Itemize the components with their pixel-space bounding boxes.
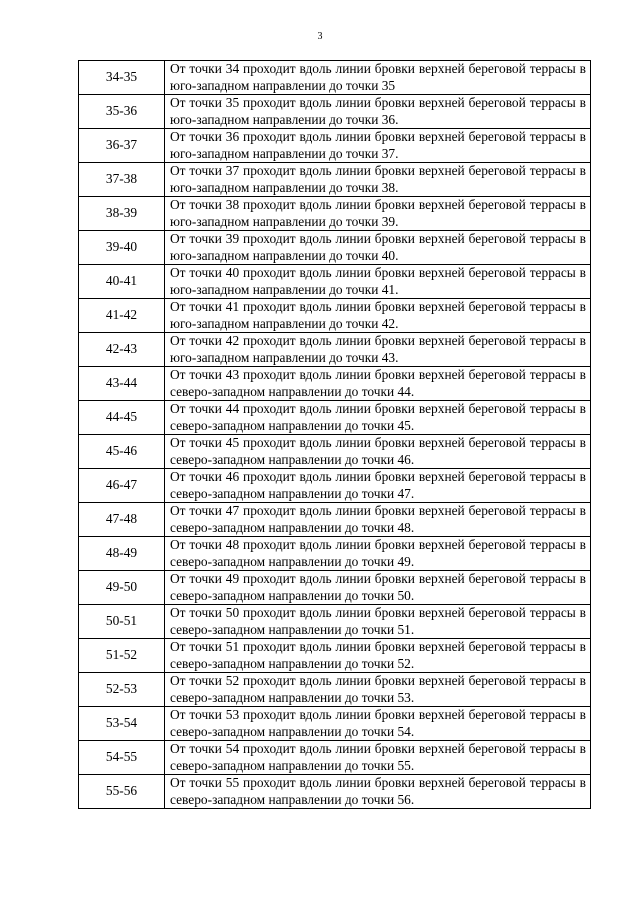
description-cell: [165, 469, 591, 503]
segment-cell: 38-39: [79, 197, 165, 231]
description-text: От точки 54 проходит вдоль линии бровки верхней береговой террасы в северо-западном направлении до точки 55.: [170, 741, 586, 773]
description-text: От точки 49 проходит вдоль линии бровки верхней береговой террасы в северо-западном направлении до точки 50.: [170, 571, 586, 603]
description-cell: [165, 673, 591, 707]
page-number: 3: [317, 31, 323, 42]
table-row: [79, 503, 591, 537]
table-body: [79, 61, 591, 809]
description-text: От точки 48 проходит вдоль линии бровки верхней береговой террасы в северо-западном направлении до точки 49.: [170, 537, 586, 569]
description-cell: [165, 265, 591, 299]
segment-cell: 35-36: [79, 95, 165, 129]
table-row: [79, 639, 591, 673]
segment-cell: 45-46: [79, 435, 165, 469]
segment-cell: 40-41: [79, 265, 165, 299]
segment-cell: 49-50: [79, 571, 165, 605]
description-text: От точки 55 проходит вдоль линии бровки верхней береговой террасы в северо-западном направлении до точки 56.: [170, 775, 586, 807]
table-row: [79, 367, 591, 401]
table-row: [79, 265, 591, 299]
table-row: [79, 61, 591, 95]
table-row: [79, 197, 591, 231]
description-text: От точки 51 проходит вдоль линии бровки верхней береговой террасы в северо-западном направлении до точки 52.: [170, 639, 586, 671]
description-text: От точки 44 проходит вдоль линии бровки верхней береговой террасы в северо-западном направлении до точки 45.: [170, 401, 586, 433]
description-text: От точки 46 проходит вдоль линии бровки верхней береговой террасы в северо-западном направлении до точки 47.: [170, 469, 586, 501]
table-row: [79, 401, 591, 435]
segment-cell: 51-52: [79, 639, 165, 673]
description-text: От точки 40 проходит вдоль линии бровки верхней береговой террасы в юго-западном направлении до точки 41.: [170, 265, 586, 297]
description-text: От точки 41 проходит вдоль линии бровки верхней береговой террасы в юго-западном направлении до точки 42.: [170, 299, 586, 331]
description-cell: [165, 333, 591, 367]
description-cell: [165, 367, 591, 401]
description-cell: [165, 537, 591, 571]
segment-cell: 50-51: [79, 605, 165, 639]
description-text: От точки 37 проходит вдоль линии бровки верхней береговой террасы в юго-западном направлении до точки 38.: [170, 163, 586, 195]
segment-cell: 41-42: [79, 299, 165, 333]
description-cell: [165, 605, 591, 639]
description-cell: [165, 61, 591, 95]
description-cell: [165, 299, 591, 333]
table-row: [79, 231, 591, 265]
table-row: [79, 299, 591, 333]
segment-cell: 46-47: [79, 469, 165, 503]
segment-cell: 48-49: [79, 537, 165, 571]
table-row: [79, 163, 591, 197]
description-text: От точки 43 проходит вдоль линии бровки верхней береговой террасы в северо-западном направлении до точки 44.: [170, 367, 586, 399]
description-cell: [165, 571, 591, 605]
segment-cell: 55-56: [79, 775, 165, 809]
description-text: От точки 53 проходит вдоль линии бровки верхней береговой террасы в северо-западном направлении до точки 54.: [170, 707, 586, 739]
description-text: От точки 50 проходит вдоль линии бровки верхней береговой террасы в северо-западном направлении до точки 51.: [170, 605, 586, 637]
segment-cell: 34-35: [79, 61, 165, 95]
table-row: [79, 469, 591, 503]
segment-cell: 37-38: [79, 163, 165, 197]
table-row: [79, 605, 591, 639]
description-cell: [165, 401, 591, 435]
description-text: От точки 39 проходит вдоль линии бровки верхней береговой террасы в юго-западном направлении до точки 40.: [170, 231, 586, 263]
description-text: От точки 38 проходит вдоль линии бровки верхней береговой террасы в юго-западном направлении до точки 39.: [170, 197, 586, 229]
table-row: [79, 775, 591, 809]
description-cell: [165, 129, 591, 163]
description-text: От точки 36 проходит вдоль линии бровки верхней береговой террасы в юго-западном направлении до точки 37.: [170, 129, 586, 161]
segment-cell: 43-44: [79, 367, 165, 401]
boundary-description-table: [78, 60, 591, 809]
segment-cell: 36-37: [79, 129, 165, 163]
table-row: [79, 741, 591, 775]
description-text: От точки 47 проходит вдоль линии бровки верхней береговой террасы в северо-западном направлении до точки 48.: [170, 503, 586, 535]
segment-cell: 54-55: [79, 741, 165, 775]
description-cell: [165, 435, 591, 469]
description-cell: [165, 163, 591, 197]
table-row: [79, 571, 591, 605]
description-text: От точки 45 проходит вдоль линии бровки верхней береговой террасы в северо-западном направлении до точки 46.: [170, 435, 586, 467]
description-cell: [165, 707, 591, 741]
segment-cell: 39-40: [79, 231, 165, 265]
segment-cell: 42-43: [79, 333, 165, 367]
table-row: [79, 333, 591, 367]
description-cell: [165, 197, 591, 231]
segment-cell: 53-54: [79, 707, 165, 741]
table-row: [79, 673, 591, 707]
description-text: От точки 52 проходит вдоль линии бровки верхней береговой террасы в северо-западном направлении до точки 53.: [170, 673, 586, 705]
table-row: [79, 435, 591, 469]
description-text: От точки 34 проходит вдоль линии бровки верхней береговой террасы в юго-западном направлении до точки 35: [170, 61, 586, 93]
description-cell: [165, 231, 591, 265]
description-cell: [165, 95, 591, 129]
table-row: [79, 707, 591, 741]
table-row: [79, 129, 591, 163]
description-cell: [165, 741, 591, 775]
table-row: [79, 95, 591, 129]
description-cell: [165, 775, 591, 809]
description-text: От точки 42 проходит вдоль линии бровки верхней береговой террасы в юго-западном направлении до точки 43.: [170, 333, 586, 365]
segment-cell: 47-48: [79, 503, 165, 537]
description-cell: [165, 639, 591, 673]
table-row: [79, 537, 591, 571]
segment-cell: 52-53: [79, 673, 165, 707]
description-cell: [165, 503, 591, 537]
segment-cell: 44-45: [79, 401, 165, 435]
description-text: От точки 35 проходит вдоль линии бровки верхней береговой террасы в юго-западном направлении до точки 36.: [170, 95, 586, 127]
